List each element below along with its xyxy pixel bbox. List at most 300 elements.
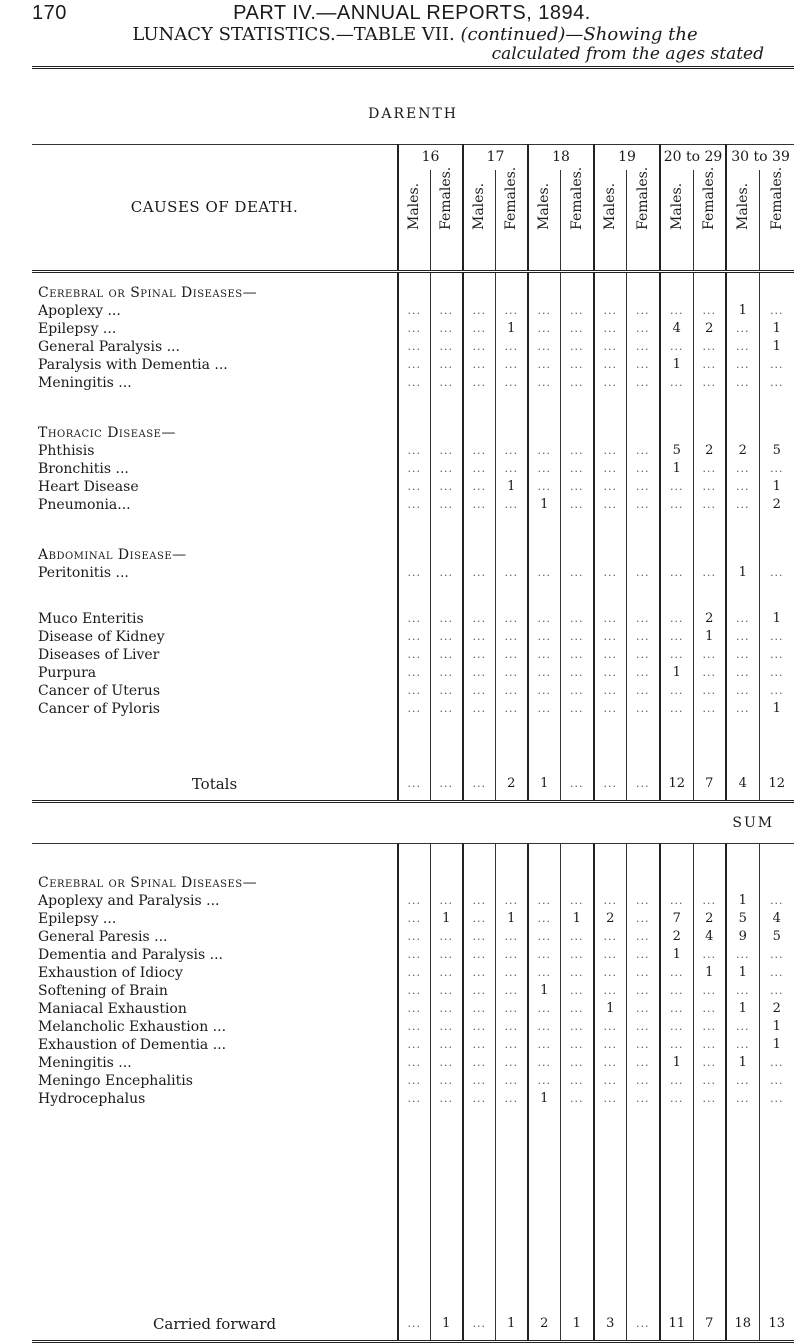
value-cell: ...: [495, 442, 528, 460]
value-cell: ...: [430, 1054, 463, 1072]
value-cell: 1: [759, 320, 794, 338]
value-cell: ...: [463, 646, 495, 664]
value-cell: ...: [495, 564, 528, 582]
value-cell: ...: [626, 610, 660, 628]
value-cell: 2: [693, 320, 726, 338]
causes-header: CAUSES OF DEATH.: [32, 144, 398, 272]
value-cell: ...: [463, 374, 495, 392]
value-cell: ...: [759, 628, 794, 646]
value-cell: ...: [463, 910, 495, 928]
table-row: [32, 928, 794, 946]
section-title-darenth: DARENTH: [368, 106, 459, 122]
value-cell: ...: [528, 646, 560, 664]
value-cell: ...: [759, 892, 794, 910]
value-cell: ...: [594, 646, 626, 664]
value-cell: ...: [528, 628, 560, 646]
table-row: [32, 1072, 794, 1090]
age-header-18: 18: [528, 144, 594, 170]
table-row: [32, 320, 794, 338]
sex-header-label: Females.: [634, 166, 651, 230]
value-cell: ...: [560, 1072, 594, 1090]
value-cell: ...: [726, 1090, 759, 1108]
value-cell: ...: [398, 928, 430, 946]
value-cell: ...: [495, 1018, 528, 1036]
sex-header-label: Females.: [503, 166, 520, 230]
value-cell: ...: [560, 442, 594, 460]
value-cell: ...: [495, 964, 528, 982]
cause-label: Pneumonia...: [38, 496, 131, 513]
value-cell: ...: [660, 682, 693, 700]
sex-header-females: [693, 166, 726, 272]
sex-header-label: Females.: [701, 166, 718, 230]
table-row: [32, 478, 794, 496]
sex-header-females: [560, 166, 594, 272]
value-cell: 1: [726, 564, 759, 582]
sex-header-males: [594, 170, 626, 272]
value-cell: ...: [495, 982, 528, 1000]
value-cell: ...: [560, 628, 594, 646]
value-cell: ...: [560, 646, 594, 664]
sex-header-label: Males.: [668, 182, 685, 230]
value-cell: ...: [594, 964, 626, 982]
value-cell: ...: [430, 768, 463, 802]
value-cell: ...: [430, 628, 463, 646]
value-cell: ...: [560, 700, 594, 718]
cause-label: Exhaustion of Idiocy: [38, 964, 183, 981]
value-cell: ...: [463, 1072, 495, 1090]
value-cell: ...: [626, 1090, 660, 1108]
value-cell: ...: [626, 964, 660, 982]
value-cell: ...: [430, 928, 463, 946]
value-cell: ...: [660, 610, 693, 628]
value-cell: 2: [759, 1000, 794, 1018]
sex-header-males: [660, 170, 693, 272]
value-cell: ...: [726, 338, 759, 356]
value-cell: ...: [594, 610, 626, 628]
totals-label: Totals: [32, 768, 398, 802]
value-cell: ...: [495, 302, 528, 320]
value-cell: 13: [759, 1308, 794, 1342]
value-cell: ...: [560, 946, 594, 964]
value-cell: 1: [726, 1000, 759, 1018]
value-cell: ...: [660, 1018, 693, 1036]
value-cell: 2: [693, 610, 726, 628]
value-cell: ...: [463, 928, 495, 946]
value-cell: ...: [463, 1054, 495, 1072]
value-cell: ...: [594, 356, 626, 374]
value-cell: 1: [759, 1036, 794, 1054]
value-cell: ...: [726, 664, 759, 682]
cause-label: Cancer of Uterus: [38, 682, 161, 699]
value-cell: ...: [693, 664, 726, 682]
value-cell: ...: [560, 892, 594, 910]
value-cell: ...: [528, 320, 560, 338]
sex-header-label: Males.: [406, 182, 423, 230]
value-cell: ...: [660, 1090, 693, 1108]
value-cell: 7: [693, 768, 726, 802]
table-row: [32, 646, 794, 664]
value-cell: ...: [560, 682, 594, 700]
value-cell: ...: [463, 610, 495, 628]
value-cell: 2: [759, 496, 794, 514]
table-row: [32, 1036, 794, 1054]
value-cell: ...: [528, 338, 560, 356]
value-cell: ...: [726, 1036, 759, 1054]
cause-label: Epilepsy ...: [38, 320, 117, 337]
value-cell: ...: [726, 610, 759, 628]
sex-header-males: [463, 170, 495, 272]
table-row: [32, 374, 794, 392]
value-cell: ...: [726, 1072, 759, 1090]
value-cell: ...: [626, 460, 660, 478]
value-cell: ...: [495, 356, 528, 374]
value-cell: ...: [594, 564, 626, 582]
value-cell: ...: [430, 356, 463, 374]
value-cell: ...: [528, 664, 560, 682]
value-cell: ...: [726, 646, 759, 664]
value-cell: ...: [660, 564, 693, 582]
value-cell: 1: [528, 496, 560, 514]
age-header-30-39: 30 to 39: [726, 144, 794, 170]
value-cell: ...: [560, 768, 594, 802]
value-cell: ...: [693, 1072, 726, 1090]
value-cell: ...: [626, 374, 660, 392]
value-cell: ...: [560, 564, 594, 582]
value-cell: ...: [463, 564, 495, 582]
value-cell: ...: [463, 1090, 495, 1108]
sex-header-label: Females.: [568, 166, 585, 230]
value-cell: ...: [430, 1000, 463, 1018]
value-cell: ...: [759, 646, 794, 664]
value-cell: ...: [560, 338, 594, 356]
value-cell: ...: [495, 700, 528, 718]
value-cell: ...: [660, 1000, 693, 1018]
value-cell: 2: [660, 928, 693, 946]
value-cell: ...: [726, 374, 759, 392]
value-cell: ...: [430, 442, 463, 460]
value-cell: ...: [726, 460, 759, 478]
value-cell: ...: [528, 700, 560, 718]
value-cell: ...: [626, 1018, 660, 1036]
value-cell: ...: [594, 460, 626, 478]
table-row: [32, 964, 794, 982]
value-cell: 9: [726, 928, 759, 946]
value-cell: ...: [693, 1090, 726, 1108]
value-cell: ...: [430, 664, 463, 682]
value-cell: ...: [626, 1000, 660, 1018]
value-cell: ...: [398, 496, 430, 514]
value-cell: ...: [430, 682, 463, 700]
value-cell: ...: [560, 1018, 594, 1036]
value-cell: 1: [430, 910, 463, 928]
value-cell: ...: [560, 964, 594, 982]
value-cell: ...: [626, 320, 660, 338]
value-cell: ...: [398, 910, 430, 928]
value-cell: ...: [463, 682, 495, 700]
value-cell: 1: [693, 964, 726, 982]
value-cell: ...: [398, 628, 430, 646]
value-cell: 4: [759, 910, 794, 928]
page-number: 170: [32, 2, 67, 24]
cause-label: Dementia and Paralysis ...: [38, 946, 223, 963]
value-cell: ...: [528, 946, 560, 964]
value-cell: ...: [726, 700, 759, 718]
value-cell: ...: [495, 610, 528, 628]
totals-row: [32, 1308, 794, 1342]
value-cell: ...: [693, 700, 726, 718]
value-cell: 1: [495, 320, 528, 338]
value-cell: 1: [759, 1018, 794, 1036]
value-cell: ...: [660, 478, 693, 496]
value-cell: ...: [626, 356, 660, 374]
value-cell: ...: [463, 700, 495, 718]
value-cell: 1: [528, 768, 560, 802]
age-header-19: 19: [594, 144, 660, 170]
value-cell: ...: [398, 442, 430, 460]
value-cell: ...: [660, 338, 693, 356]
cause-label: Meningitis ...: [38, 374, 132, 391]
table-row: [32, 664, 794, 682]
value-cell: ...: [495, 338, 528, 356]
value-cell: ...: [759, 946, 794, 964]
value-cell: ...: [594, 442, 626, 460]
value-cell: ...: [693, 356, 726, 374]
value-cell: ...: [495, 928, 528, 946]
totals-row: [32, 768, 794, 802]
sex-header-females: [626, 166, 660, 272]
value-cell: 4: [660, 320, 693, 338]
value-cell: ...: [528, 564, 560, 582]
value-cell: ...: [495, 664, 528, 682]
sex-header-label: Males.: [536, 182, 553, 230]
value-cell: 5: [759, 442, 794, 460]
table-row: [32, 682, 794, 700]
value-cell: ...: [463, 1000, 495, 1018]
value-cell: ...: [560, 320, 594, 338]
value-cell: ...: [398, 664, 430, 682]
value-cell: ...: [594, 928, 626, 946]
value-cell: ...: [560, 982, 594, 1000]
value-cell: ...: [560, 302, 594, 320]
value-cell: ...: [430, 496, 463, 514]
value-cell: ...: [693, 1000, 726, 1018]
value-cell: ...: [693, 1054, 726, 1072]
value-cell: ...: [463, 768, 495, 802]
value-cell: ...: [495, 892, 528, 910]
value-cell: 2: [495, 768, 528, 802]
sex-header-label: Males.: [471, 182, 488, 230]
value-cell: ...: [463, 628, 495, 646]
value-cell: ...: [430, 1090, 463, 1108]
value-cell: ...: [463, 478, 495, 496]
sex-header-females: [430, 166, 463, 272]
value-cell: ...: [626, 1036, 660, 1054]
value-cell: ...: [398, 1036, 430, 1054]
value-cell: ...: [626, 892, 660, 910]
value-cell: ...: [660, 964, 693, 982]
value-cell: ...: [463, 1018, 495, 1036]
value-cell: ...: [463, 460, 495, 478]
value-cell: 3: [594, 1308, 626, 1342]
cause-label: Purpura: [38, 664, 97, 681]
value-cell: ...: [398, 1072, 430, 1090]
value-cell: ...: [626, 1072, 660, 1090]
table-row: [32, 302, 794, 320]
value-cell: ...: [693, 496, 726, 514]
value-cell: ...: [398, 892, 430, 910]
value-cell: ...: [594, 1090, 626, 1108]
value-cell: ...: [398, 1000, 430, 1018]
value-cell: ...: [693, 982, 726, 1000]
value-cell: ...: [626, 664, 660, 682]
value-cell: ...: [398, 982, 430, 1000]
value-cell: ...: [495, 374, 528, 392]
sex-header-label: Males.: [602, 182, 619, 230]
value-cell: 1: [759, 338, 794, 356]
value-cell: ...: [463, 356, 495, 374]
value-cell: ...: [594, 478, 626, 496]
value-cell: 1: [560, 1308, 594, 1342]
value-cell: 1: [660, 946, 693, 964]
value-cell: ...: [759, 964, 794, 982]
value-cell: ...: [759, 302, 794, 320]
value-cell: ...: [528, 964, 560, 982]
value-cell: ...: [463, 496, 495, 514]
value-cell: ...: [726, 682, 759, 700]
table-row: [32, 910, 794, 928]
value-cell: ...: [660, 302, 693, 320]
value-cell: ...: [528, 682, 560, 700]
value-cell: ...: [626, 682, 660, 700]
value-cell: ...: [528, 1072, 560, 1090]
value-cell: ...: [398, 460, 430, 478]
value-cell: ...: [726, 320, 759, 338]
value-cell: ...: [528, 442, 560, 460]
value-cell: ...: [430, 964, 463, 982]
value-cell: ...: [660, 496, 693, 514]
cause-label: Epilepsy ...: [38, 910, 117, 927]
value-cell: ...: [430, 1036, 463, 1054]
value-cell: ...: [560, 374, 594, 392]
value-cell: ...: [560, 664, 594, 682]
value-cell: ...: [560, 928, 594, 946]
value-cell: ...: [759, 356, 794, 374]
table-row: [32, 1090, 794, 1108]
cause-label: Diseases of Liver: [38, 646, 160, 663]
table-title: LUNACY STATISTICS.—TABLE VII.: [132, 24, 455, 45]
value-cell: 1: [528, 1090, 560, 1108]
table-row: [32, 892, 794, 910]
table-row: [32, 982, 794, 1000]
value-cell: ...: [594, 682, 626, 700]
value-cell: ...: [398, 564, 430, 582]
value-cell: ...: [626, 646, 660, 664]
age-header-16: 16: [398, 144, 463, 170]
page-header: [32, 2, 792, 25]
value-cell: ...: [463, 302, 495, 320]
value-cell: ...: [626, 338, 660, 356]
value-cell: ...: [626, 982, 660, 1000]
value-cell: ...: [430, 1072, 463, 1090]
value-cell: ...: [495, 1090, 528, 1108]
value-cell: 1: [726, 892, 759, 910]
cause-label: Disease of Kidney: [38, 628, 165, 645]
table-row: [32, 564, 794, 582]
age-header-17: 17: [463, 144, 528, 170]
value-cell: ...: [495, 682, 528, 700]
value-cell: ...: [463, 892, 495, 910]
value-cell: ...: [430, 892, 463, 910]
value-cell: ...: [594, 768, 626, 802]
value-cell: ...: [594, 1054, 626, 1072]
value-cell: ...: [430, 374, 463, 392]
value-cell: 1: [660, 460, 693, 478]
value-cell: ...: [660, 628, 693, 646]
value-cell: ...: [398, 682, 430, 700]
value-cell: ...: [693, 374, 726, 392]
value-cell: ...: [430, 982, 463, 1000]
value-cell: 4: [726, 768, 759, 802]
header-rule: [32, 66, 794, 69]
sex-header-label: Males.: [734, 182, 751, 230]
value-cell: 1: [660, 664, 693, 682]
value-cell: ...: [594, 628, 626, 646]
value-cell: 1: [759, 478, 794, 496]
value-cell: ...: [495, 1036, 528, 1054]
value-cell: ...: [463, 664, 495, 682]
value-cell: ...: [463, 1308, 495, 1342]
table-row: [32, 338, 794, 356]
value-cell: ...: [726, 982, 759, 1000]
table-row: [32, 442, 794, 460]
sex-header-males: [726, 170, 759, 272]
value-cell: ...: [463, 964, 495, 982]
totals-label: Carried forward: [32, 1308, 398, 1342]
cause-label: General Paralysis ...: [38, 338, 180, 355]
value-cell: 18: [726, 1308, 759, 1342]
value-cell: ...: [726, 1018, 759, 1036]
value-cell: 11: [660, 1308, 693, 1342]
value-cell: ...: [528, 374, 560, 392]
group-heading: Cerebral or Spinal Diseases—: [38, 874, 258, 891]
value-cell: ...: [398, 768, 430, 802]
value-cell: ...: [759, 1054, 794, 1072]
value-cell: ...: [398, 302, 430, 320]
value-cell: ...: [626, 628, 660, 646]
cause-label: Apoplexy and Paralysis ...: [38, 892, 220, 909]
value-cell: ...: [693, 946, 726, 964]
value-cell: ...: [430, 1018, 463, 1036]
table-row: [32, 946, 794, 964]
value-cell: ...: [430, 320, 463, 338]
value-cell: ...: [594, 1072, 626, 1090]
value-cell: ...: [398, 1090, 430, 1108]
value-cell: 2: [693, 910, 726, 928]
value-cell: ...: [693, 1036, 726, 1054]
value-cell: ...: [560, 1036, 594, 1054]
value-cell: ...: [528, 302, 560, 320]
value-cell: 1: [660, 1054, 693, 1072]
value-cell: ...: [594, 1018, 626, 1036]
cause-label: Melancholic Exhaustion ...: [38, 1018, 227, 1035]
value-cell: ...: [430, 946, 463, 964]
value-cell: ...: [626, 496, 660, 514]
lunacy-statistics-table: [32, 70, 794, 1343]
value-cell: ...: [626, 1308, 660, 1342]
value-cell: ...: [398, 374, 430, 392]
table-row: [32, 1000, 794, 1018]
value-cell: ...: [626, 564, 660, 582]
